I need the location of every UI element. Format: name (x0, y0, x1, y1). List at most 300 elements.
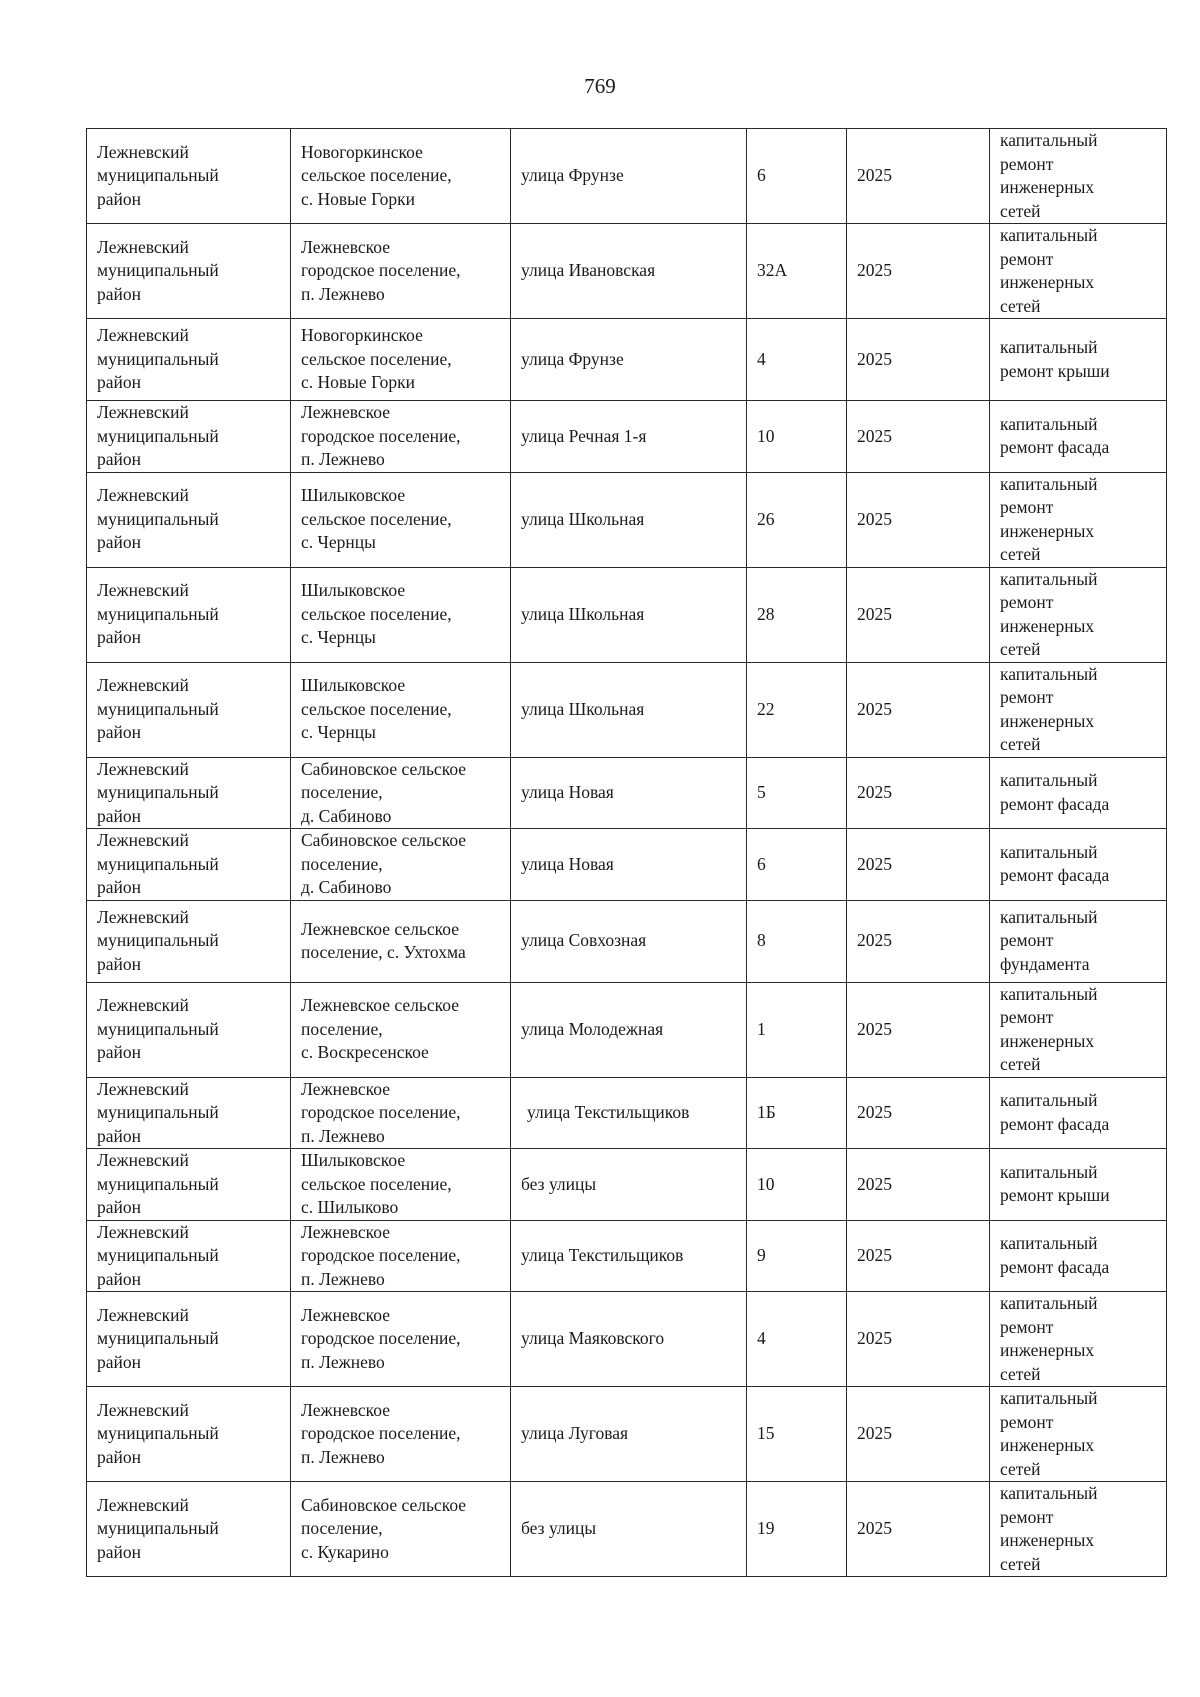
year-cell (847, 319, 990, 401)
settlement-cell (291, 129, 511, 224)
work-type-line: сетей (1000, 1553, 1041, 1574)
settlement-line: сельское поселение, (301, 698, 452, 719)
year-text: 2025 (857, 1518, 892, 1539)
work-type-line: инженерных (1000, 1340, 1095, 1360)
table-row (87, 224, 1167, 319)
district-cell (87, 129, 291, 224)
settlement-line: Лежневское (301, 402, 391, 422)
work-type-cell (990, 567, 1167, 662)
year-cell (847, 900, 990, 982)
table-row (87, 982, 1167, 1077)
table-row (87, 900, 1167, 982)
street-text: улица Новая (521, 853, 614, 874)
work-type-line: сетей (1000, 639, 1041, 659)
table-body (87, 129, 1167, 1577)
settlement-line: д. Сабиново (301, 805, 392, 826)
settlement-line: с. Новые Горки (301, 372, 416, 393)
street-text: улица Молодежная (521, 1018, 664, 1039)
district-line: район (97, 805, 141, 826)
work-type-line: капитальный (1000, 663, 1098, 684)
settlement-line: п. Лежнево (301, 449, 385, 469)
settlement-line: поселение, (301, 782, 383, 802)
district-line: Лежневский (97, 1078, 189, 1099)
work-type-line: сетей (1000, 200, 1041, 221)
work-type-cell (990, 757, 1167, 829)
work-type-cell (990, 401, 1167, 473)
street-text: улица Совхозная (521, 930, 647, 951)
settlement-line: городское поселение, (301, 1328, 461, 1349)
district-line: Лежневский (97, 995, 189, 1016)
settlement-cell (291, 319, 511, 401)
work-type-cell (990, 900, 1167, 982)
district-line: Лежневский (97, 1494, 189, 1515)
house-number-cell (747, 1387, 847, 1482)
work-type-line: капитальный (1000, 413, 1098, 434)
work-type-line: капитальный (1000, 130, 1098, 150)
settlement-cell (291, 900, 511, 982)
street-cell (511, 319, 747, 401)
settlement-line: Сабиновское сельское (301, 1494, 467, 1515)
work-type-line: инженерных (1000, 177, 1095, 197)
street-text: улица Ивановская (521, 260, 656, 281)
table-row (87, 1077, 1167, 1149)
table-row (87, 567, 1167, 662)
house-number-cell (747, 401, 847, 473)
street-cell (511, 1292, 747, 1387)
district-line: муниципальный (97, 165, 219, 186)
house-number-text: 32А (757, 260, 788, 281)
year-cell (847, 757, 990, 829)
district-line: район (97, 1197, 141, 1217)
table-row (87, 662, 1167, 757)
house-number-text: 15 (757, 1423, 775, 1444)
district-cell (87, 567, 291, 662)
work-type-line: капитальный (1000, 1090, 1098, 1111)
district-line: Лежневский (97, 1399, 189, 1420)
work-type-cell (990, 982, 1167, 1077)
year-text: 2025 (857, 782, 892, 802)
settlement-line: поселение, (301, 1518, 383, 1539)
house-number-text: 28 (757, 603, 775, 624)
settlement-cell (291, 982, 511, 1077)
settlement-line: п. Лежнево (301, 1351, 385, 1372)
settlement-line: Сабиновское сельское (301, 758, 467, 779)
district-cell (87, 829, 291, 901)
house-number-text: 26 (757, 508, 775, 529)
settlement-line: с. Чернцы (301, 532, 376, 553)
street-text: улица Текстильщиков (527, 1102, 690, 1122)
year-cell (847, 129, 990, 224)
settlement-cell (291, 1077, 511, 1149)
year-text: 2025 (857, 1102, 892, 1122)
page-number: 769 (584, 74, 616, 98)
district-line: Лежневский (97, 675, 189, 696)
district-cell (87, 319, 291, 401)
street-cell (511, 401, 747, 473)
settlement-line: сельское поселение, (301, 508, 452, 529)
district-line: Лежневский (97, 758, 189, 779)
street-text: улица Текстильщиков (521, 1245, 684, 1265)
district-line: муниципальный (97, 1423, 219, 1444)
table-row (87, 401, 1167, 473)
settlement-cell (291, 401, 511, 473)
street-cell (511, 129, 747, 224)
district-cell (87, 224, 291, 319)
work-type-line: ремонт фасада (1000, 437, 1110, 458)
district-cell (87, 757, 291, 829)
work-type-line: сетей (1000, 1054, 1041, 1074)
district-line: муниципальный (97, 1245, 219, 1265)
district-line: район (97, 1042, 141, 1063)
district-cell (87, 1220, 291, 1292)
district-line: район (97, 627, 141, 648)
settlement-line: Лежневское (301, 1221, 391, 1242)
work-type-line: капитальный (1000, 1161, 1098, 1182)
district-line: Лежневский (97, 1221, 189, 1242)
house-number-text: 9 (757, 1245, 766, 1265)
work-type-cell (990, 1149, 1167, 1221)
house-number-cell (747, 757, 847, 829)
work-type-line: капитальный (1000, 841, 1098, 862)
settlement-line: Новогоркинское (301, 141, 423, 162)
settlement-line: с. Чернцы (301, 722, 376, 743)
settlement-line: Лежневское (301, 1304, 391, 1325)
year-cell (847, 1292, 990, 1387)
street-cell (511, 1220, 747, 1292)
work-type-line: капитальный (1000, 770, 1098, 791)
district-line: Лежневский (97, 325, 189, 346)
work-type-line: капитальный (1000, 337, 1098, 357)
year-cell (847, 1387, 990, 1482)
district-line: район (97, 1351, 141, 1372)
table-row (87, 1387, 1167, 1482)
settlement-cell (291, 1220, 511, 1292)
work-type-line: ремонт (1000, 497, 1054, 517)
district-cell (87, 1149, 291, 1221)
work-type-cell (990, 829, 1167, 901)
house-number-cell (747, 472, 847, 567)
year-cell (847, 1220, 990, 1292)
house-number-cell (747, 1149, 847, 1221)
street-text: без улицы (521, 1173, 597, 1194)
street-text: без улицы (521, 1518, 597, 1539)
work-type-line: инженерных (1000, 1530, 1095, 1550)
street-text: улица Маяковского (521, 1328, 665, 1349)
work-type-cell (990, 472, 1167, 567)
house-number-text: 4 (757, 348, 766, 369)
district-cell (87, 1077, 291, 1149)
district-line: район (97, 953, 141, 974)
street-cell (511, 662, 747, 757)
street-cell (511, 757, 747, 829)
street-cell (511, 567, 747, 662)
street-cell (511, 982, 747, 1077)
district-line: муниципальный (97, 930, 219, 951)
district-line: Лежневский (97, 236, 189, 257)
district-line: район (97, 722, 141, 743)
street-text: улица Фрунзе (521, 165, 624, 186)
house-number-text: 4 (757, 1328, 766, 1349)
street-cell (511, 1387, 747, 1482)
settlement-cell (291, 1149, 511, 1221)
work-type-line: капитальный (1000, 1483, 1098, 1503)
district-line: муниципальный (97, 348, 219, 369)
work-type-cell (990, 1292, 1167, 1387)
district-cell (87, 1292, 291, 1387)
work-type-line: ремонт (1000, 153, 1054, 174)
district-line: Лежневский (97, 580, 189, 601)
district-line: муниципальный (97, 782, 219, 802)
district-line: муниципальный (97, 1328, 219, 1349)
year-text: 2025 (857, 1328, 892, 1349)
house-number-text: 10 (757, 425, 775, 446)
settlement-cell (291, 662, 511, 757)
house-number-text: 5 (757, 782, 766, 802)
work-type-line: капитальный (1000, 983, 1098, 1004)
settlement-line: Сабиновское сельское (301, 830, 467, 850)
settlement-line: сельское поселение, (301, 1173, 452, 1194)
street-text: улица Фрунзе (521, 348, 624, 369)
work-type-line: ремонт фасада (1000, 1113, 1110, 1134)
year-cell (847, 1077, 990, 1149)
street-text: улица Школьная (521, 603, 645, 624)
settlement-cell (291, 1292, 511, 1387)
work-type-cell (990, 224, 1167, 319)
district-cell (87, 982, 291, 1077)
work-type-line: ремонт крыши (1000, 360, 1110, 381)
work-type-line: капитальный (1000, 1388, 1098, 1408)
district-line: Лежневский (97, 485, 189, 506)
street-cell (511, 829, 747, 901)
work-type-line: сетей (1000, 1363, 1041, 1384)
district-line: Лежневский (97, 141, 189, 162)
year-text: 2025 (857, 853, 892, 874)
house-number-text: 19 (757, 1518, 775, 1539)
year-text: 2025 (857, 1173, 892, 1194)
settlement-cell (291, 472, 511, 567)
settlement-line: поселение, с. Ухтохма (301, 942, 466, 962)
house-number-text: 22 (757, 698, 775, 719)
district-line: район (97, 1268, 141, 1289)
settlement-line: с. Шилыково (301, 1197, 399, 1217)
table-row (87, 757, 1167, 829)
settlement-line: Лежневское сельское (301, 995, 459, 1016)
work-type-cell (990, 1387, 1167, 1482)
house-number-cell (747, 319, 847, 401)
work-type-cell (990, 662, 1167, 757)
table-row (87, 472, 1167, 567)
work-type-line: ремонт (1000, 1506, 1054, 1527)
work-type-line: фундамента (1000, 953, 1090, 974)
street-text: улица Школьная (521, 508, 645, 529)
work-type-line: ремонт фасада (1000, 793, 1110, 814)
street-text: улица Речная 1-я (521, 425, 647, 446)
settlement-line: Шилыковское (301, 675, 406, 696)
work-type-line: капитальный (1000, 568, 1098, 589)
settlement-line: с. Воскресенское (301, 1042, 429, 1063)
settlement-line: Лежневское (301, 1078, 391, 1099)
street-cell (511, 1482, 747, 1577)
table-row (87, 1220, 1167, 1292)
settlement-line: с. Чернцы (301, 627, 376, 648)
district-line: муниципальный (97, 603, 219, 624)
year-text: 2025 (857, 603, 892, 624)
district-line: Лежневский (97, 830, 189, 850)
year-cell (847, 1149, 990, 1221)
table-row (87, 129, 1167, 224)
table-row (87, 319, 1167, 401)
work-type-line: инженерных (1000, 1435, 1095, 1455)
year-text: 2025 (857, 348, 892, 369)
work-type-line: ремонт (1000, 1411, 1054, 1432)
year-text: 2025 (857, 508, 892, 529)
settlement-cell (291, 1387, 511, 1482)
settlement-line: п. Лежнево (301, 1268, 385, 1289)
settlement-line: Шилыковское (301, 1150, 406, 1170)
work-type-line: инженерных (1000, 615, 1095, 636)
district-cell (87, 401, 291, 473)
street-cell (511, 1149, 747, 1221)
street-cell (511, 1077, 747, 1149)
work-type-cell (990, 1077, 1167, 1149)
district-line: Лежневский (97, 1304, 189, 1325)
year-text: 2025 (857, 165, 892, 186)
settlement-line: сельское поселение, (301, 165, 452, 186)
street-text: улица Школьная (521, 698, 645, 719)
year-text: 2025 (857, 1018, 892, 1039)
year-text: 2025 (857, 1245, 892, 1265)
work-type-line: инженерных (1000, 710, 1095, 731)
district-line: муниципальный (97, 508, 219, 529)
settlement-line: п. Лежнево (301, 1446, 385, 1467)
house-number-text: 1Б (757, 1102, 776, 1122)
settlement-line: городское поселение, (301, 1245, 461, 1265)
work-type-line: сетей (1000, 734, 1041, 754)
settlement-line: городское поселение, (301, 1423, 461, 1444)
year-text: 2025 (857, 1423, 892, 1444)
district-line: район (97, 877, 141, 897)
district-line: район (97, 449, 141, 469)
house-number-cell (747, 129, 847, 224)
work-type-line: инженерных (1000, 272, 1095, 292)
house-number-text: 1 (757, 1018, 766, 1039)
settlement-line: Лежневское (301, 236, 391, 257)
settlement-line: д. Сабиново (301, 877, 392, 897)
house-number-cell (747, 1077, 847, 1149)
settlement-line: городское поселение, (301, 425, 461, 446)
work-type-line: инженерных (1000, 520, 1095, 541)
house-number-cell (747, 567, 847, 662)
work-type-line: ремонт крыши (1000, 1185, 1110, 1206)
work-type-line: ремонт фасада (1000, 865, 1110, 886)
house-number-cell (747, 900, 847, 982)
settlement-line: Шилыковское (301, 580, 406, 601)
district-line: район (97, 188, 141, 209)
work-type-line: капитальный (1000, 906, 1098, 927)
settlement-cell (291, 1482, 511, 1577)
district-line: муниципальный (97, 853, 219, 874)
street-cell (511, 224, 747, 319)
settlement-line: Лежневское (301, 1399, 391, 1420)
work-type-line: сетей (1000, 1458, 1041, 1479)
work-type-line: ремонт (1000, 1316, 1054, 1337)
work-type-line: сетей (1000, 544, 1041, 564)
district-line: муниципальный (97, 1518, 219, 1539)
house-number-text: 6 (757, 853, 766, 874)
year-text: 2025 (857, 698, 892, 719)
year-text: 2025 (857, 930, 892, 951)
settlement-line: сельское поселение, (301, 603, 452, 624)
district-line: район (97, 1541, 141, 1562)
table-row (87, 829, 1167, 901)
year-cell (847, 829, 990, 901)
year-cell (847, 1482, 990, 1577)
work-type-line: капитальный (1000, 1233, 1098, 1254)
table-row (87, 1149, 1167, 1221)
settlement-line: городское поселение, (301, 1102, 461, 1122)
street-text: улица Новая (521, 782, 614, 802)
settlement-line: с. Новые Горки (301, 188, 416, 209)
settlement-line: поселение, (301, 853, 383, 874)
work-type-line: капитальный (1000, 225, 1098, 245)
year-text: 2025 (857, 425, 892, 446)
district-line: район (97, 532, 141, 553)
work-type-line: ремонт (1000, 592, 1054, 612)
settlement-line: с. Кукарино (301, 1541, 389, 1562)
year-cell (847, 401, 990, 473)
district-cell (87, 900, 291, 982)
settlement-line: сельское поселение, (301, 348, 452, 369)
house-number-cell (747, 1220, 847, 1292)
district-cell (87, 1482, 291, 1577)
district-line: Лежневский (97, 402, 189, 422)
work-type-line: ремонт (1000, 930, 1054, 951)
house-number-cell (747, 982, 847, 1077)
settlement-cell (291, 757, 511, 829)
district-line: Лежневский (97, 906, 189, 927)
year-cell (847, 567, 990, 662)
house-number-text: 10 (757, 1173, 775, 1194)
settlement-line: Новогоркинское (301, 325, 423, 346)
settlement-cell (291, 829, 511, 901)
district-line: Лежневский (97, 1150, 189, 1170)
table-row (87, 1482, 1167, 1577)
work-type-cell (990, 1220, 1167, 1292)
district-cell (87, 1387, 291, 1482)
work-type-cell (990, 129, 1167, 224)
district-line: муниципальный (97, 260, 219, 281)
work-type-line: ремонт фасада (1000, 1256, 1110, 1277)
table-row (87, 1292, 1167, 1387)
street-cell (511, 900, 747, 982)
work-type-line: ремонт (1000, 687, 1054, 707)
year-cell (847, 662, 990, 757)
year-cell (847, 472, 990, 567)
work-type-line: капитальный (1000, 1293, 1098, 1313)
settlement-cell (291, 224, 511, 319)
district-line: район (97, 1125, 141, 1146)
work-type-line: сетей (1000, 295, 1041, 316)
year-text: 2025 (857, 260, 892, 281)
work-type-line: ремонт (1000, 248, 1054, 269)
house-number-cell (747, 662, 847, 757)
street-cell (511, 472, 747, 567)
district-line: муниципальный (97, 425, 219, 446)
house-number-cell (747, 829, 847, 901)
settlement-line: Лежневское сельское (301, 918, 459, 939)
repair-registry-table (86, 128, 1167, 1577)
house-number-cell (747, 224, 847, 319)
